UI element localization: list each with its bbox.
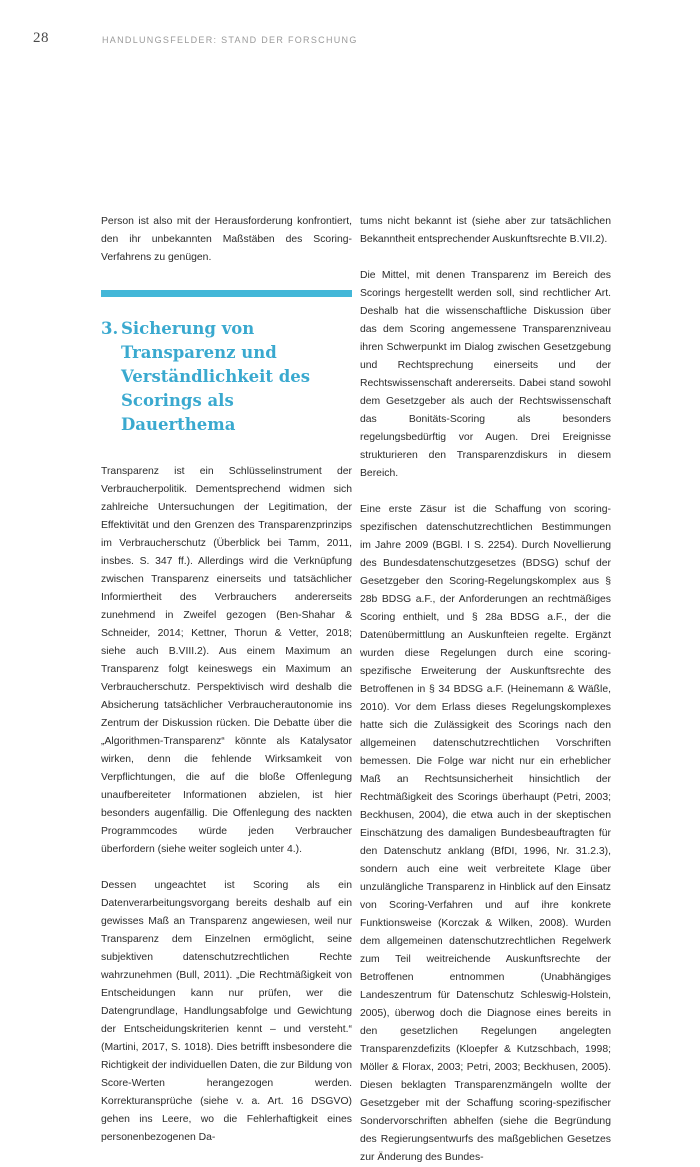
body-paragraph: Die Mittel, mit denen Transparenz im Bereich des Scorings hergestellt werden soll, sind rechtlicher Art. Deshalb hat die wissenschaftliche Diskussion über das dem Scoring angemessene Transparenzniveau ihren Schwerpunkt im Dialog zwischen Gesetzgebung und Rechtsprechung einerseits und der Rechtswissenschaft andererseits. Dabei stand sowohl dem Gesetzgeber als auch der Rechtswissenschaft das Bonitäts-Scoring als besonders regelungsbedürftig vor Augen. Drei Ereignisse strukturieren den Transparenzdiskurs in diesem Bereich. <box>360 270 611 479</box>
body-paragraph: Transparenz ist ein Schlüsselinstrument der Verbraucherpolitik. Dementsprechend widmen sich zahlreiche Untersuchungen der Legitimation, der Effektivität und den Grenzen des Transparenzprinzips im Verbraucherschutz (Überblick bei Tamm, 2011, insbes. S. 347 ff.). Allerdings wird die Verknüpfung zwischen Transparenz einerseits und tatsächlicher Informiertheit des Verbrauchers andererseits zunehmend in Zweifel gezogen (Ben-Shahar & Schneider, 2014; Kettner, Thorun & Vetter, 2018; siehe auch B.VIII.2). Aus einem Maximum an Transparenz folgt keineswegs ein Maximum an Verbraucherschutz. Perspektivisch wird deshalb die Absicherung tatsächlicher Verbraucherautonomie ins Zentrum der Diskussion rücken. Die Debatte über die „Algorithmen-Transparenz“ könnte als Katalysator wirken, denn die fehlende Wirksamkeit von Verpflichtungen, die auf die bloße Offenlegung unaufbereiteter Informationen abzielen, ist hier besonders augenfällig. Die Offenlegung des nackten Programmcodes würde jeden Verbraucher überfordern (siehe weiter sogleich unter 4.). <box>101 466 352 855</box>
left-column <box>101 213 352 1147</box>
section-number: 3. <box>101 319 119 338</box>
right-column <box>360 213 611 1167</box>
body-paragraph: Dessen ungeachtet ist Scoring als ein Datenverarbeitungsvorgang bereits deshalb auf ein gewisses Maß an Transparenz angewiesen, weil nur Transparenz dem Einzelnen ermöglicht, seine subjektiven datenschutzrechtlichen Rechte wahrzunehmen (Bull, 2011). „Die Rechtmäßigkeit von Entscheidungen kann nur prüfen, wer die Datengrundlage, Handlungsabfolge und Gewichtung der Entscheidungskriterien kennt – und versteht.“ (Martini, 2017, S. 1018). Dies betrifft insbesondere die Richtigkeit der individuellen Daten, die zur Bildung von Score-Werten herangezogen werden. Korrekturansprüche (siehe v. a. Art. 16 DSGVO) gehen ins Leere, wo die Fehlerhaftigkeit eines personenbezogenen Da- <box>101 880 352 1143</box>
intro-paragraph: Person ist also mit der Herausforderung konfrontiert, den ihr unbekannten Maßstäben des Scoring-Verfahrens zu genügen. <box>101 216 352 263</box>
running-header: HANDLUNGSFELDER: STAND DER FORSCHUNG <box>102 35 358 45</box>
page-number: 28 <box>33 30 49 46</box>
section-heading <box>101 317 352 437</box>
section-accent-bar <box>101 290 352 297</box>
section-title: Sicherung von Transparenz und Verständlichkeit des Scorings als Dauerthema <box>121 319 311 434</box>
body-paragraph: tums nicht bekannt ist (siehe aber zur tatsächlichen Bekanntheit entsprechender Auskunftsrechte B.VII.2). <box>360 216 611 245</box>
body-paragraph: Eine erste Zäsur ist die Schaffung von scoring-spezifischen datenschutzrechtlichen Bestimmungen im Jahre 2009 (BGBl. I S. 2254). Durch Novellierung des Bundesdatenschutzgesetzes (BDSG) schuf der Gesetzgeber den Scoring-Regelungskomplex aus § 28b BDSG a.F., der Anforderungen an rechtmäßiges Scoring enthielt, und § 28a BDSG a.F., der die Datenübermittlung an Auskunfteien regelte. Ergänzt wurden diese Regelungen durch eine scoring-spezifische Erweiterung der Auskunftsrechte des Betroffenen in § 34 BDSG a.F. (Heinemann & Wäßle, 2010). Vor dem Erlass dieses Regelungskomplexes hatte sich die Zulässigkeit des Scorings nach den allgemeinen datenschutzrechtlichen Vorschriften bemessen. Die Folge war nicht nur ein erheblicher Maß an Rechtsunsicherheit hinsichtlich der Rechtmäßigkeit des Scorings überhaupt (Petri, 2003; Beckhusen, 2004), die etwa auch in der skeptischen Einschätzung des damaligen Bundesbeauftragten für den Datenschutz anklang (BfDI, 1996, Nr. 31.2.3), sondern auch eine weit verbreitete Klage über unzulängliche Transparenz in Hinblick auf den Einsatz von Scoring-Verfahren und auf ihre konkrete Funktionsweise (Korczak & Wilken, 2008). Wurden dem allgemeinen datenschutzrechtlichen Regelwerk zum Teil weitreichende Auskunftsrechte der Betroffenen entnommen (Unabhängiges Landeszentrum für Datenschutz Schleswig-Holstein, 2005), überwog doch die Diagnose eines bereits in den gesetzlichen Regelungen angelegten Transparenzdefizits (Kloepfer & Kutzschbach, 1998; Möller & Florax, 2003; Petri, 2003; Beckhusen, 2005). Diesen beklagten Transparenzmängeln wollte der Gesetzgeber mit der Schaffung scoring-spezifischer Sondervorschriften abhelfen (siehe die Begründung des Regierungsentwurfs des maßgeblichen Gesetzes zur Änderung des Bundes- <box>360 504 611 1163</box>
